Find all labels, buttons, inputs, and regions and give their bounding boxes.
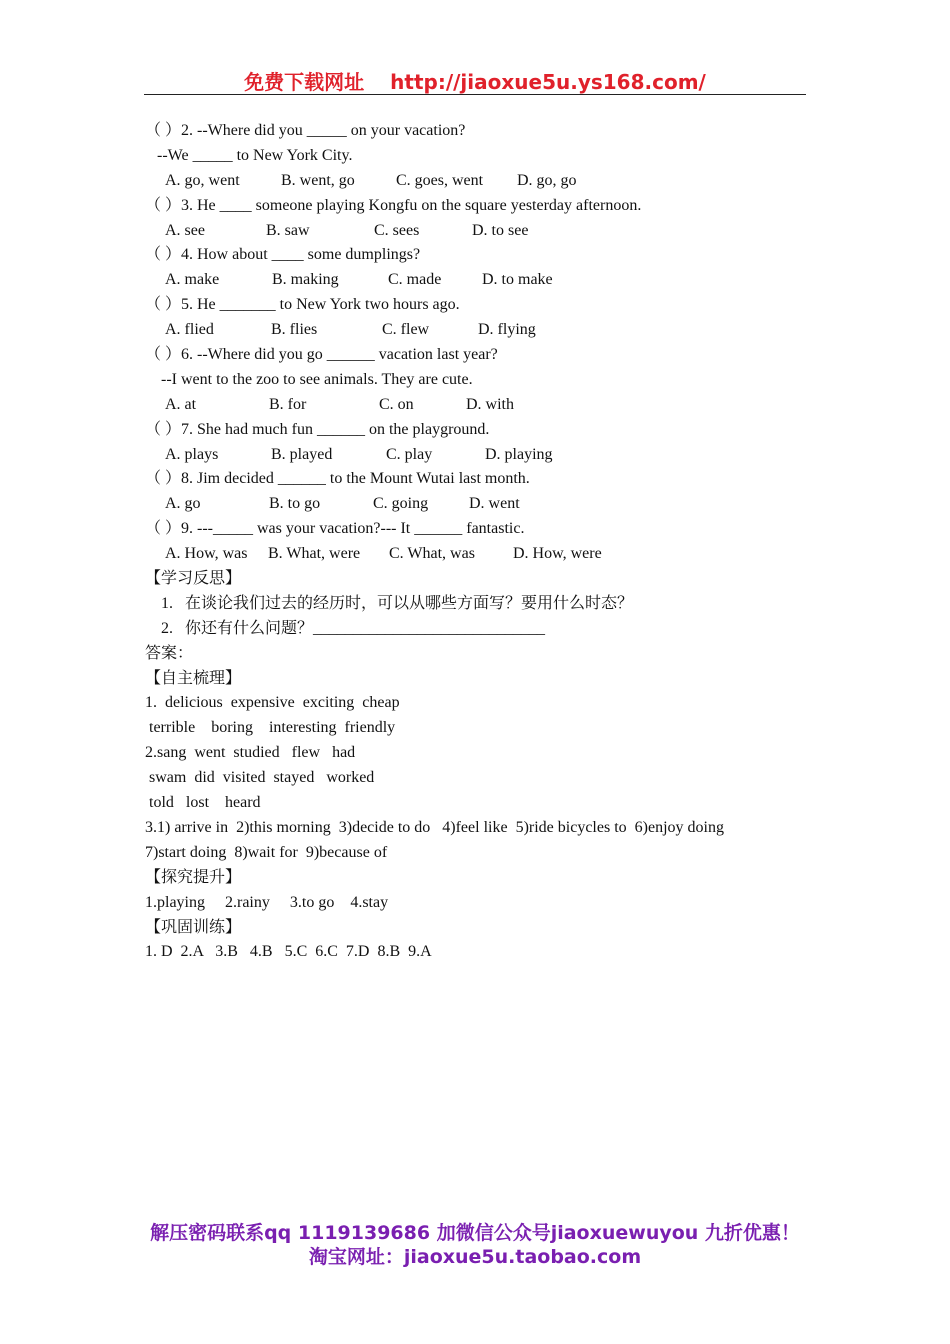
question-9 xyxy=(145,517,805,567)
question-7 xyxy=(145,418,805,468)
section-heading: 【巩固训练】 xyxy=(145,918,242,936)
option-d: D. go, go xyxy=(517,171,577,189)
header-divider xyxy=(144,94,806,95)
option-a: A. make xyxy=(165,271,220,289)
answer-line: 3.1) arrive in 2)this morning 3)decide to do 4)feel like 5)ride bicycles to 6)enjoy doing xyxy=(145,818,724,836)
question-options xyxy=(145,542,805,567)
answers-section xyxy=(145,642,805,966)
section-heading: 【自主梳理】 xyxy=(145,669,242,687)
option-a: A. at xyxy=(165,395,197,413)
option-b: B. making xyxy=(272,271,339,289)
option-a: A. flied xyxy=(165,321,214,339)
question-options xyxy=(145,219,805,244)
page-header xyxy=(0,66,950,95)
option-a: A. go, went xyxy=(165,171,240,189)
option-d: D. flying xyxy=(478,321,536,339)
footer-shop-link[interactable]: 淘宝网址：jiaoxue5u.taobao.com xyxy=(308,1246,642,1268)
answers-label: 答案： xyxy=(145,644,194,662)
option-c: C. going xyxy=(373,495,429,513)
section-heading: 【探究提升】 xyxy=(145,868,242,886)
question-8 xyxy=(145,467,805,517)
option-b: B. flies xyxy=(271,321,318,339)
option-d: D. playing xyxy=(485,445,553,463)
answer-line: 2.sang went studied flew had xyxy=(145,744,356,762)
question-options xyxy=(145,492,805,517)
answer-line: terrible boring interesting friendly xyxy=(145,719,396,737)
question-options xyxy=(145,393,805,418)
option-a: A. plays xyxy=(165,445,219,463)
option-d: D. How, were xyxy=(513,545,602,563)
footer-contact: 解压密码联系qq 1119139686 加微信公众号jiaoxuewuyou 九折优惠！ xyxy=(150,1222,800,1244)
option-d: D. with xyxy=(466,395,514,413)
option-c: C. goes, went xyxy=(396,171,484,189)
question-4 xyxy=(145,243,805,293)
option-d: D. to see xyxy=(472,221,529,239)
question-stem: （ ）4. How about ____ some dumplings? xyxy=(145,246,421,264)
question-3 xyxy=(145,194,805,244)
question-5 xyxy=(145,293,805,343)
reflection-item: 1. 在谈论我们过去的经历时，可以从哪些方面写？要用什么时态？ xyxy=(161,594,634,612)
header-title: 免费下载网址 xyxy=(244,70,365,94)
worksheet-content xyxy=(145,119,805,965)
option-c: C. sees xyxy=(374,221,420,239)
option-b: B. saw xyxy=(266,221,310,239)
option-c: C. on xyxy=(379,395,414,413)
question-stem: （ ）6. --Where did you go ______ vacation last year? xyxy=(145,346,498,364)
question-stem: （ ）7. She had much fun ______ on the playground. xyxy=(145,420,490,438)
question-options xyxy=(145,318,805,343)
reflection-section xyxy=(145,567,805,642)
question-stem: （ ）5. He _______ to New York two hours ago. xyxy=(145,296,460,314)
option-a: A. go xyxy=(165,495,201,513)
option-b: B. to go xyxy=(269,495,321,513)
reflection-item: 2. 你还有什么问题？_____________________________ xyxy=(161,619,546,637)
option-a: A. see xyxy=(165,221,205,239)
question-stem: （ ）3. He ____ someone playing Kongfu on the square yesterday afternoon. xyxy=(145,196,642,214)
question-sub: --We _____ to New York City. xyxy=(145,146,353,164)
header-url-link[interactable]: http://jiaoxue5u.ys168.com/ xyxy=(390,70,706,94)
question-stem: （ ）2. --Where did you _____ on your vacation? xyxy=(145,122,466,139)
question-options xyxy=(145,169,805,194)
question-stem: （ ）8. Jim decided ______ to the Mount Wutai last month. xyxy=(145,470,530,488)
option-b: B. played xyxy=(271,445,333,463)
question-options xyxy=(145,443,805,468)
option-a: A. How, was xyxy=(165,545,248,563)
answer-line: 1.playing 2.rainy 3.to go 4.stay xyxy=(145,893,389,911)
option-b: B. for xyxy=(269,395,307,413)
answer-line: told lost heard xyxy=(145,794,261,812)
question-sub: --I went to the zoo to see animals. They are cute. xyxy=(145,370,473,388)
option-c: C. flew xyxy=(382,321,430,339)
answer-line: 1. D 2.A 3.B 4.B 5.C 6.C 7.D 8.B 9.A xyxy=(145,943,432,961)
option-b: B. went, go xyxy=(281,171,355,189)
option-c: C. play xyxy=(386,445,433,463)
option-d: D. went xyxy=(469,495,520,513)
question-6 xyxy=(145,343,805,418)
answer-line: 7)start doing 8)wait for 9)because of xyxy=(145,843,388,861)
option-d: D. to make xyxy=(482,271,553,289)
option-c: C. made xyxy=(388,271,442,289)
question-options xyxy=(145,268,805,293)
question-2 xyxy=(145,119,805,194)
option-c: C. What, was xyxy=(389,545,475,563)
answer-line: 1. delicious expensive exciting cheap xyxy=(145,694,400,712)
option-b: B. What, were xyxy=(268,545,361,563)
section-heading: 【学习反思】 xyxy=(145,570,242,588)
question-stem: （ ）9. ---_____ was your vacation?--- It ______ fantastic. xyxy=(145,520,525,538)
answer-line: swam did visited stayed worked xyxy=(145,769,375,787)
